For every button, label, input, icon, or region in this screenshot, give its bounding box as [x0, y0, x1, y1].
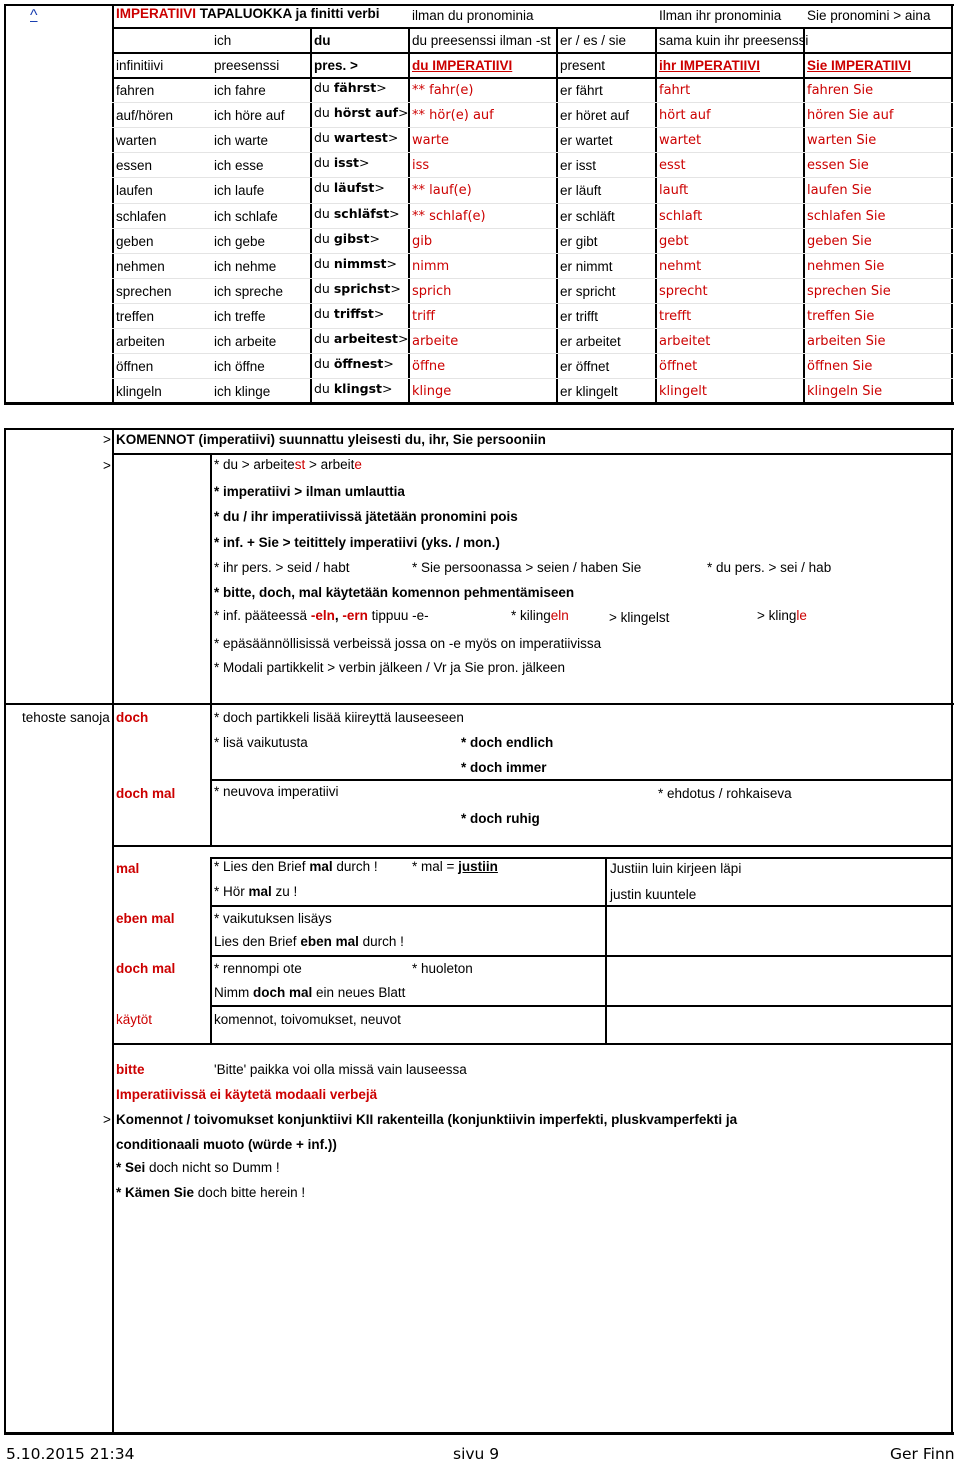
- kamen-example: [116, 1186, 305, 1200]
- table-title: [116, 7, 380, 21]
- note-highlight: e: [354, 457, 362, 472]
- cell-ihr: fahrt: [659, 83, 691, 98]
- pres-du-header: pres. >: [314, 58, 358, 73]
- cell-duimp: klinge: [412, 384, 452, 399]
- note-highlight: le: [796, 608, 807, 623]
- doch-endlich: * doch endlich: [461, 735, 554, 750]
- ihr-desc-header: sama kuin ihr preesenssi: [659, 33, 809, 48]
- note-line-7: [214, 609, 429, 623]
- arrow-marker: >: [103, 458, 111, 473]
- cell-duimp: ** hör(e) auf: [412, 108, 494, 123]
- cell-inf: warten: [116, 133, 157, 148]
- doch-mal-2-label: doch mal: [116, 961, 176, 976]
- cell-du-present: [314, 283, 401, 296]
- cell-duimp: iss: [412, 158, 430, 173]
- cell-sie: nehmen Sie: [807, 259, 885, 274]
- du-arrow: >: [374, 180, 385, 195]
- note-text: > arbeit: [305, 457, 355, 472]
- du-arrow: >: [369, 231, 380, 246]
- row-separator: [112, 303, 953, 304]
- row-separator: [112, 203, 953, 204]
- arrow-marker: >: [103, 1112, 111, 1127]
- k2-line-2: conditionaali muoto (würde + inf.)): [116, 1137, 337, 1152]
- cell-er: er arbeitet: [560, 334, 621, 349]
- example-bold: * Kämen Sie: [116, 1185, 195, 1200]
- sie-imp-header: Sie IMPERATIIVI: [807, 58, 912, 73]
- du-pronoun: du: [314, 331, 334, 346]
- du-pronoun: du: [314, 180, 334, 195]
- note-line-1: [214, 458, 362, 472]
- cell-inf: auf/hören: [116, 108, 174, 123]
- cell-inf: klingeln: [116, 384, 162, 399]
- huoleton-line: * huoleton: [412, 961, 473, 976]
- du-verb-form: arbeitest: [333, 331, 399, 346]
- note-text: * du > arbeite: [214, 457, 295, 472]
- cell-ihr: schlaft: [659, 209, 703, 224]
- cell-sie: arbeiten Sie: [807, 334, 886, 349]
- example-bold: * Sei: [116, 1160, 146, 1175]
- du-arrow: >: [390, 281, 401, 296]
- du-verb-form: triffst: [333, 306, 374, 321]
- cell-ich: ich esse: [214, 158, 264, 173]
- cell-ich: ich klinge: [214, 384, 271, 399]
- mal-text: zu !: [271, 884, 298, 899]
- cell-ich: ich öffne: [214, 359, 265, 374]
- cell-sie: öffnen Sie: [807, 359, 873, 374]
- du-pronoun: du: [314, 130, 334, 145]
- ihr-column-header: Ilman ihr pronominia: [659, 8, 782, 23]
- cell-inf: treffen: [116, 309, 155, 324]
- cell-ihr: trefft: [659, 309, 692, 324]
- cell-du-present: [314, 107, 409, 120]
- arrow-marker: >: [103, 432, 111, 447]
- du-pronoun: du: [314, 256, 334, 271]
- row-separator: [112, 152, 953, 153]
- cell-duimp: arbeite: [412, 334, 459, 349]
- cell-duimp: ** lauf(e): [412, 183, 472, 198]
- du-verb-form: schläfst: [333, 206, 390, 221]
- cell-ich: ich arbeite: [214, 334, 277, 349]
- note-highlight: eln: [550, 608, 569, 623]
- sie-column-header: Sie pronomini > aina: [807, 8, 931, 23]
- notes-heading: KOMENNOT (imperatiivi) suunnattu yleisesti du, ihr, Sie persooniin: [116, 432, 546, 447]
- cell-inf: geben: [116, 234, 154, 249]
- justiin-line-2: justin kuuntele: [610, 887, 697, 902]
- mal-line-2: [214, 885, 297, 899]
- row-separator: [112, 378, 953, 379]
- cell-sie: schlafen Sie: [807, 209, 886, 224]
- cell-er: er trifft: [560, 309, 599, 324]
- note-text: * inf. pääteessä: [214, 608, 311, 623]
- row-separator: [112, 177, 953, 178]
- cell-ihr: nehmt: [659, 259, 702, 274]
- cell-duimp: öffne: [412, 359, 446, 374]
- du-verb-form: sprichst: [333, 281, 391, 296]
- du-verb-form: wartest: [333, 130, 388, 145]
- note-line-5c: * du pers. > sei / hab: [707, 560, 832, 575]
- cell-du-present: [314, 82, 387, 95]
- note-line-6: * bitte, doch, mal käytetään komennon pehmentämiseen: [214, 585, 575, 600]
- row-separator: [112, 328, 953, 329]
- mal-bold: mal: [309, 859, 333, 874]
- doch-label: doch: [116, 710, 149, 725]
- note-line-7-example: [511, 609, 569, 623]
- eben-line-2: [214, 935, 404, 949]
- cell-er: er nimmt: [560, 259, 613, 274]
- row-separator: [112, 127, 953, 128]
- cell-ich: ich spreche: [214, 284, 284, 299]
- note-line-5a: * ihr pers. > seid / habt: [214, 560, 350, 575]
- cell-du-present: [314, 308, 384, 321]
- cell-duimp: nimm: [412, 259, 450, 274]
- up-link[interactable]: ^: [30, 7, 38, 24]
- du-verb-form: gibst: [333, 231, 370, 246]
- cell-er: er gibt: [560, 234, 598, 249]
- doch-line-1: * doch partikkeli lisää kiireyttä lauseeseen: [214, 710, 464, 725]
- du-arrow: >: [383, 356, 394, 371]
- cell-du-present: [314, 383, 392, 396]
- cell-sie: hören Sie auf: [807, 108, 894, 123]
- cell-du-present: [314, 182, 385, 195]
- k2-line-1: Komennot / toivomukset konjunktiivi KII rakenteilla (konjunktiivin imperfekti, pluskvamperfekti ja: [116, 1112, 738, 1127]
- cell-duimp: ** schlaf(e): [412, 209, 486, 224]
- cell-ich: ich warte: [214, 133, 269, 148]
- note-line-4: * inf. + Sie > teitittely imperatiivi (yks. / mon.): [214, 535, 500, 550]
- imp-modal-line: Imperatiivissä ei käytetä modaali verbejä: [116, 1087, 378, 1102]
- du-verb-form: fährst: [333, 80, 377, 95]
- mal-text: durch !: [332, 859, 378, 874]
- cell-ich: ich höre auf: [214, 108, 285, 123]
- note-line-5b: * Sie persoonassa > seien / haben Sie: [412, 560, 642, 575]
- cell-er: er öffnet: [560, 359, 610, 374]
- present-header: present: [560, 58, 606, 73]
- cell-sie: laufen Sie: [807, 183, 872, 198]
- eben-bold: eben mal: [300, 934, 359, 949]
- row-separator: [112, 253, 953, 254]
- eben-mal-label: eben mal: [116, 911, 175, 926]
- title-rest: TAPALUOKKA ja finitti verbi: [196, 6, 380, 21]
- du-pronoun: du: [314, 206, 334, 221]
- nimm-bold: doch mal: [253, 985, 313, 1000]
- note-line-3: * du / ihr imperatiivissä jätetään pronomini pois: [214, 509, 518, 524]
- cell-sie: treffen Sie: [807, 309, 875, 324]
- note-text: ,: [334, 608, 343, 623]
- du-column-header: ilman du pronominia: [412, 8, 534, 23]
- bitte-label: bitte: [116, 1062, 145, 1077]
- cell-duimp: triff: [412, 309, 436, 324]
- cell-inf: laufen: [116, 183, 153, 198]
- row-separator: [112, 102, 953, 103]
- rennompi-line: * rennompi ote: [214, 961, 302, 976]
- note-line-7-klingle: [757, 609, 807, 623]
- cell-er: er wartet: [560, 133, 613, 148]
- du-arrow: >: [389, 206, 400, 221]
- cell-ich: ich fahre: [214, 83, 266, 98]
- mal-line-1: [214, 860, 378, 874]
- cell-du-present: [314, 333, 409, 346]
- cell-sie: geben Sie: [807, 234, 872, 249]
- er-header: er / es / sie: [560, 33, 627, 48]
- du-pronoun: du: [314, 155, 334, 170]
- du-pronoun: du: [314, 356, 334, 371]
- doch-immer: * doch immer: [461, 760, 547, 775]
- doch-mal-label: doch mal: [116, 786, 176, 801]
- du-arrow: >: [358, 155, 370, 170]
- note-line-8: * epäsäännöllisissä verbeissä jossa on -e myös on imperatiivissa: [214, 636, 602, 651]
- cell-er: er isst: [560, 158, 597, 173]
- note-line-7-klingelst: > klingelst: [609, 610, 670, 625]
- mal-bold: mal: [248, 884, 272, 899]
- row-separator: [112, 228, 953, 229]
- sei-example: [116, 1161, 280, 1175]
- cell-ihr: hört auf: [659, 108, 711, 123]
- kaytot-text: komennot, toivomukset, neuvot: [214, 1012, 401, 1027]
- cell-sie: essen Sie: [807, 158, 869, 173]
- cell-sie: warten Sie: [807, 133, 877, 148]
- cell-inf: essen: [116, 158, 153, 173]
- bitte-text: 'Bitte' paikka voi olla missä vain lauseessa: [214, 1062, 467, 1077]
- cell-er: er fährt: [560, 83, 603, 98]
- cell-ihr: esst: [659, 158, 686, 173]
- mal-bold: justiin: [458, 859, 498, 874]
- cell-ich: ich gebe: [214, 234, 266, 249]
- cell-inf: sprechen: [116, 284, 172, 299]
- cell-duimp: warte: [412, 133, 450, 148]
- note-line-2: * imperatiivi > ilman umlauttia: [214, 484, 405, 499]
- du-desc-header: du preesenssi ilman -st: [412, 33, 551, 48]
- du-arrow: >: [398, 105, 409, 120]
- du-arrow: >: [398, 331, 409, 346]
- note-text: * kiling: [511, 608, 551, 623]
- du-verb-form: läufst: [333, 180, 375, 195]
- footer-date: 5.10.2015 21:34: [6, 1445, 135, 1463]
- cell-duimp: sprich: [412, 284, 452, 299]
- du-arrow: >: [382, 381, 393, 396]
- doch-ruhig: * doch ruhig: [461, 811, 540, 826]
- title-imperatiivi: IMPERATIIVI: [116, 6, 197, 21]
- pres-header: preesenssi: [214, 58, 280, 73]
- du-verb-form: isst: [333, 155, 359, 170]
- cell-ich: ich schlafe: [214, 209, 278, 224]
- note-highlight: st: [294, 457, 306, 472]
- cell-sie: sprechen Sie: [807, 284, 891, 299]
- nimm-text: ein neues Blatt: [312, 985, 406, 1000]
- cell-er: er schläft: [560, 209, 615, 224]
- note-highlight: -eln: [310, 608, 335, 623]
- du-pronoun: du: [314, 281, 334, 296]
- du-arrow: >: [376, 80, 387, 95]
- cell-ich: ich treffe: [214, 309, 266, 324]
- ehdotus-line: * ehdotus / rohkaiseva: [658, 786, 792, 801]
- example-text: doch bitte herein !: [194, 1185, 306, 1200]
- cell-inf: nehmen: [116, 259, 165, 274]
- du-verb-form: nimmst: [333, 256, 387, 271]
- cell-du-present: [314, 258, 397, 271]
- cell-du-present: [314, 233, 380, 246]
- cell-inf: schlafen: [116, 209, 167, 224]
- neuvova-line: * neuvova imperatiivi: [214, 784, 339, 799]
- cell-duimp: ** fahr(e): [412, 83, 474, 98]
- note-highlight: -ern: [342, 608, 368, 623]
- note-text: tippuu -e-: [367, 608, 429, 623]
- kaytot-label: käytöt: [116, 1012, 153, 1027]
- cell-inf: öffnen: [116, 359, 154, 374]
- tehoste-label: tehoste sanoja: [22, 710, 110, 725]
- cell-er: er läuft: [560, 183, 602, 198]
- du-pronoun: du: [314, 80, 334, 95]
- note-line-9: * Modali partikkelit > verbin jälkeen / Vr ja Sie pron. jälkeen: [214, 660, 566, 675]
- cell-er: er spricht: [560, 284, 616, 299]
- du-imp-header: du IMPERATIIVI: [412, 58, 513, 73]
- eben-text: Lies den Brief: [214, 934, 301, 949]
- cell-inf: fahren: [116, 83, 155, 98]
- cell-ihr: gebt: [659, 234, 689, 249]
- cell-ich: ich laufe: [214, 183, 265, 198]
- doch-line-2: * lisä vaikutusta: [214, 735, 308, 750]
- cell-ich: ich nehme: [214, 259, 277, 274]
- cell-inf: arbeiten: [116, 334, 165, 349]
- cell-ihr: sprecht: [659, 284, 708, 299]
- mal-text: * Lies den Brief: [214, 859, 310, 874]
- eben-text: durch !: [358, 934, 404, 949]
- cell-ihr: wartet: [659, 133, 702, 148]
- cell-sie: fahren Sie: [807, 83, 874, 98]
- cell-ihr: klingelt: [659, 384, 707, 399]
- du-verb-form: öffnest: [333, 356, 384, 371]
- note-text: > kling: [757, 608, 797, 623]
- mal-text: * mal =: [412, 859, 459, 874]
- du-header: du: [314, 33, 331, 48]
- ihr-imp-header: ihr IMPERATIIVI: [659, 58, 761, 73]
- row-separator: [112, 353, 953, 354]
- mal-text: * Hör: [214, 884, 249, 899]
- cell-du-present: [314, 358, 394, 371]
- cell-er: er klingelt: [560, 384, 618, 399]
- example-text: doch nicht so Dumm !: [145, 1160, 280, 1175]
- eben-line-1: * vaikutuksen lisäys: [214, 911, 332, 926]
- nimm-line: [214, 986, 405, 1000]
- nimm-text: Nimm: [214, 985, 253, 1000]
- cell-du-present: [314, 157, 369, 170]
- cell-ihr: arbeitet: [659, 334, 711, 349]
- mal-label: mal: [116, 861, 140, 876]
- du-pronoun: du: [314, 105, 334, 120]
- du-arrow: >: [386, 256, 397, 271]
- ich-header: ich: [214, 33, 232, 48]
- du-verb-form: klingst: [333, 381, 382, 396]
- mal-equals: [412, 860, 498, 874]
- inf-header: infinitiivi: [116, 58, 164, 73]
- du-arrow: >: [373, 306, 385, 321]
- du-pronoun: du: [314, 306, 334, 321]
- cell-er: er höret auf: [560, 108, 630, 123]
- cell-sie: klingeln Sie: [807, 384, 883, 399]
- footer-title: Ger Finn: [890, 1445, 955, 1463]
- du-verb-form: hörst auf: [333, 105, 399, 120]
- footer-page: sivu 9: [453, 1445, 500, 1463]
- cell-ihr: lauft: [659, 183, 689, 198]
- cell-duimp: gib: [412, 234, 433, 249]
- row-separator: [112, 278, 953, 279]
- justiin-line-1: Justiin luin kirjeen läpi: [610, 861, 742, 876]
- cell-ihr: öffnet: [659, 359, 698, 374]
- cell-du-present: [314, 132, 398, 145]
- du-pronoun: du: [314, 231, 334, 246]
- cell-du-present: [314, 208, 400, 221]
- du-pronoun: du: [314, 381, 334, 396]
- du-arrow: >: [387, 130, 399, 145]
